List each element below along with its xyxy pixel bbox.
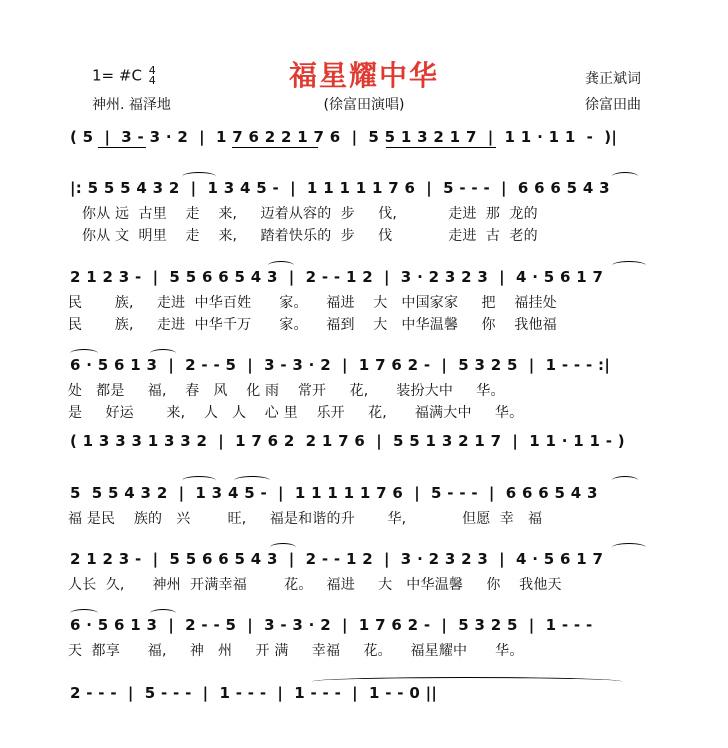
score-row-3-lyrics-1: 民 族, 走进 中华百姓 家。 福进 大 中国家家 把 福挂处 <box>68 295 557 311</box>
slur <box>70 349 98 358</box>
slur <box>612 476 638 485</box>
score-row-4-notes: 6 · 5 6 1 3 | 2 - - 5 | 3 - 3 · 2 | 1 7 6 2 - | 5 3 2 5 | 1 - - - :| <box>70 356 611 374</box>
score-row-2-lyrics-2: 你从 文 明里 走 来, 踏着快乐的 步 伐 走进 古 老的 <box>82 228 538 244</box>
score-row-3-lyrics-2: 民 族, 走进 中华千万 家。 福到 大 中华温馨 你 我他福 <box>68 317 557 333</box>
time-signature-bottom: 4 <box>148 74 156 87</box>
slur <box>182 476 216 485</box>
score-row-2-notes: |: 5 5 5 4 3 2 | 1 3 4 5 - | 1 1 1 1 1 7 6 | 5 - - - | 6 6 6 5 4 3 <box>70 179 610 197</box>
slur <box>150 349 176 358</box>
slur <box>270 543 296 552</box>
song-title: 福星耀中华 <box>288 59 439 92</box>
score-row-8-lyrics-1: 天 都享 福, 神 州 开 满 幸福 花。 福星耀中 华。 <box>68 643 524 659</box>
tie <box>312 677 622 686</box>
slur <box>612 543 646 552</box>
composer: 徐富田曲 <box>585 97 641 113</box>
score-row-2-lyrics-1: 你从 远 古里 走 来, 迈着从容的 步 伐, 走进 那 龙的 <box>82 206 538 222</box>
score-row-7-notes: 2 1 2 3 - | 5 5 6 6 5 4 3 | 2 - - 1 2 | 3 · 2 3 2 3 | 4 · 5 6 1 7 <box>70 550 604 568</box>
slur <box>234 476 270 485</box>
beam-line <box>98 147 146 148</box>
score-row-3-notes: 2 1 2 3 - | 5 5 6 6 5 4 3 | 2 - - 1 2 | 3 · 2 3 2 3 | 4 · 5 6 1 7 <box>70 268 604 286</box>
slur <box>612 172 638 181</box>
slur <box>612 261 646 270</box>
beam-line <box>386 147 496 148</box>
score-row-4-lyrics-1: 处 都是 福, 春 风 化 雨 常开 花, 装扮大中 华。 <box>68 383 505 399</box>
score-row-4-lyrics-2: 是 好运 来, 人 人 心 里 乐开 花, 福满大中 华。 <box>68 405 524 421</box>
score-row-6-lyrics-1: 福 是民 族的 兴 旺, 福是和谐的升 华, 但愿 幸 福 <box>68 511 543 527</box>
score-row-5-notes: ( 1 3 3 3 1 3 3 2 | 1 7 6 2 2 1 7 6 | 5 5 1 3 2 1 7 | 1 1 · 1 1 - ) <box>70 432 625 450</box>
slur <box>182 172 216 181</box>
performer: (徐富田演唱) <box>323 97 405 113</box>
score-row-6-notes: 5 5 5 4 3 2 | 1 3 4 5 - | 1 1 1 1 1 7 6 | 5 - - - | 6 6 6 5 4 3 <box>70 484 598 502</box>
score-row-7-lyrics-1: 人长 久, 神州 开满幸福 花。 福进 大 中华温馨 你 我他天 <box>68 577 562 593</box>
score-row-1-notes: ( 5 | 3 - 3 · 2 | 1 7 6 2 2 1 7 6 | 5 5 1 3 2 1 7 | 1 1 · 1 1 - )| <box>70 128 618 146</box>
subtitle-left: 神州. 福泽地 <box>92 97 171 113</box>
slur <box>268 261 294 270</box>
time-signature-top: 4 <box>148 64 156 77</box>
key-signature-text: 1= #C <box>92 66 142 85</box>
lyricist: 龚正斌词 <box>585 71 641 87</box>
beam-line <box>232 147 318 148</box>
slur <box>70 609 98 618</box>
score-row-8-notes: 6 · 5 6 1 3 | 2 - - 5 | 3 - 3 · 2 | 1 7 6 2 - | 5 3 2 5 | 1 - - - <box>70 616 593 634</box>
slur <box>150 609 176 618</box>
score-row-9-notes: 2 - - - | 5 - - - | 1 - - - | 1 - - - | 1 - - 0 || <box>70 684 438 702</box>
